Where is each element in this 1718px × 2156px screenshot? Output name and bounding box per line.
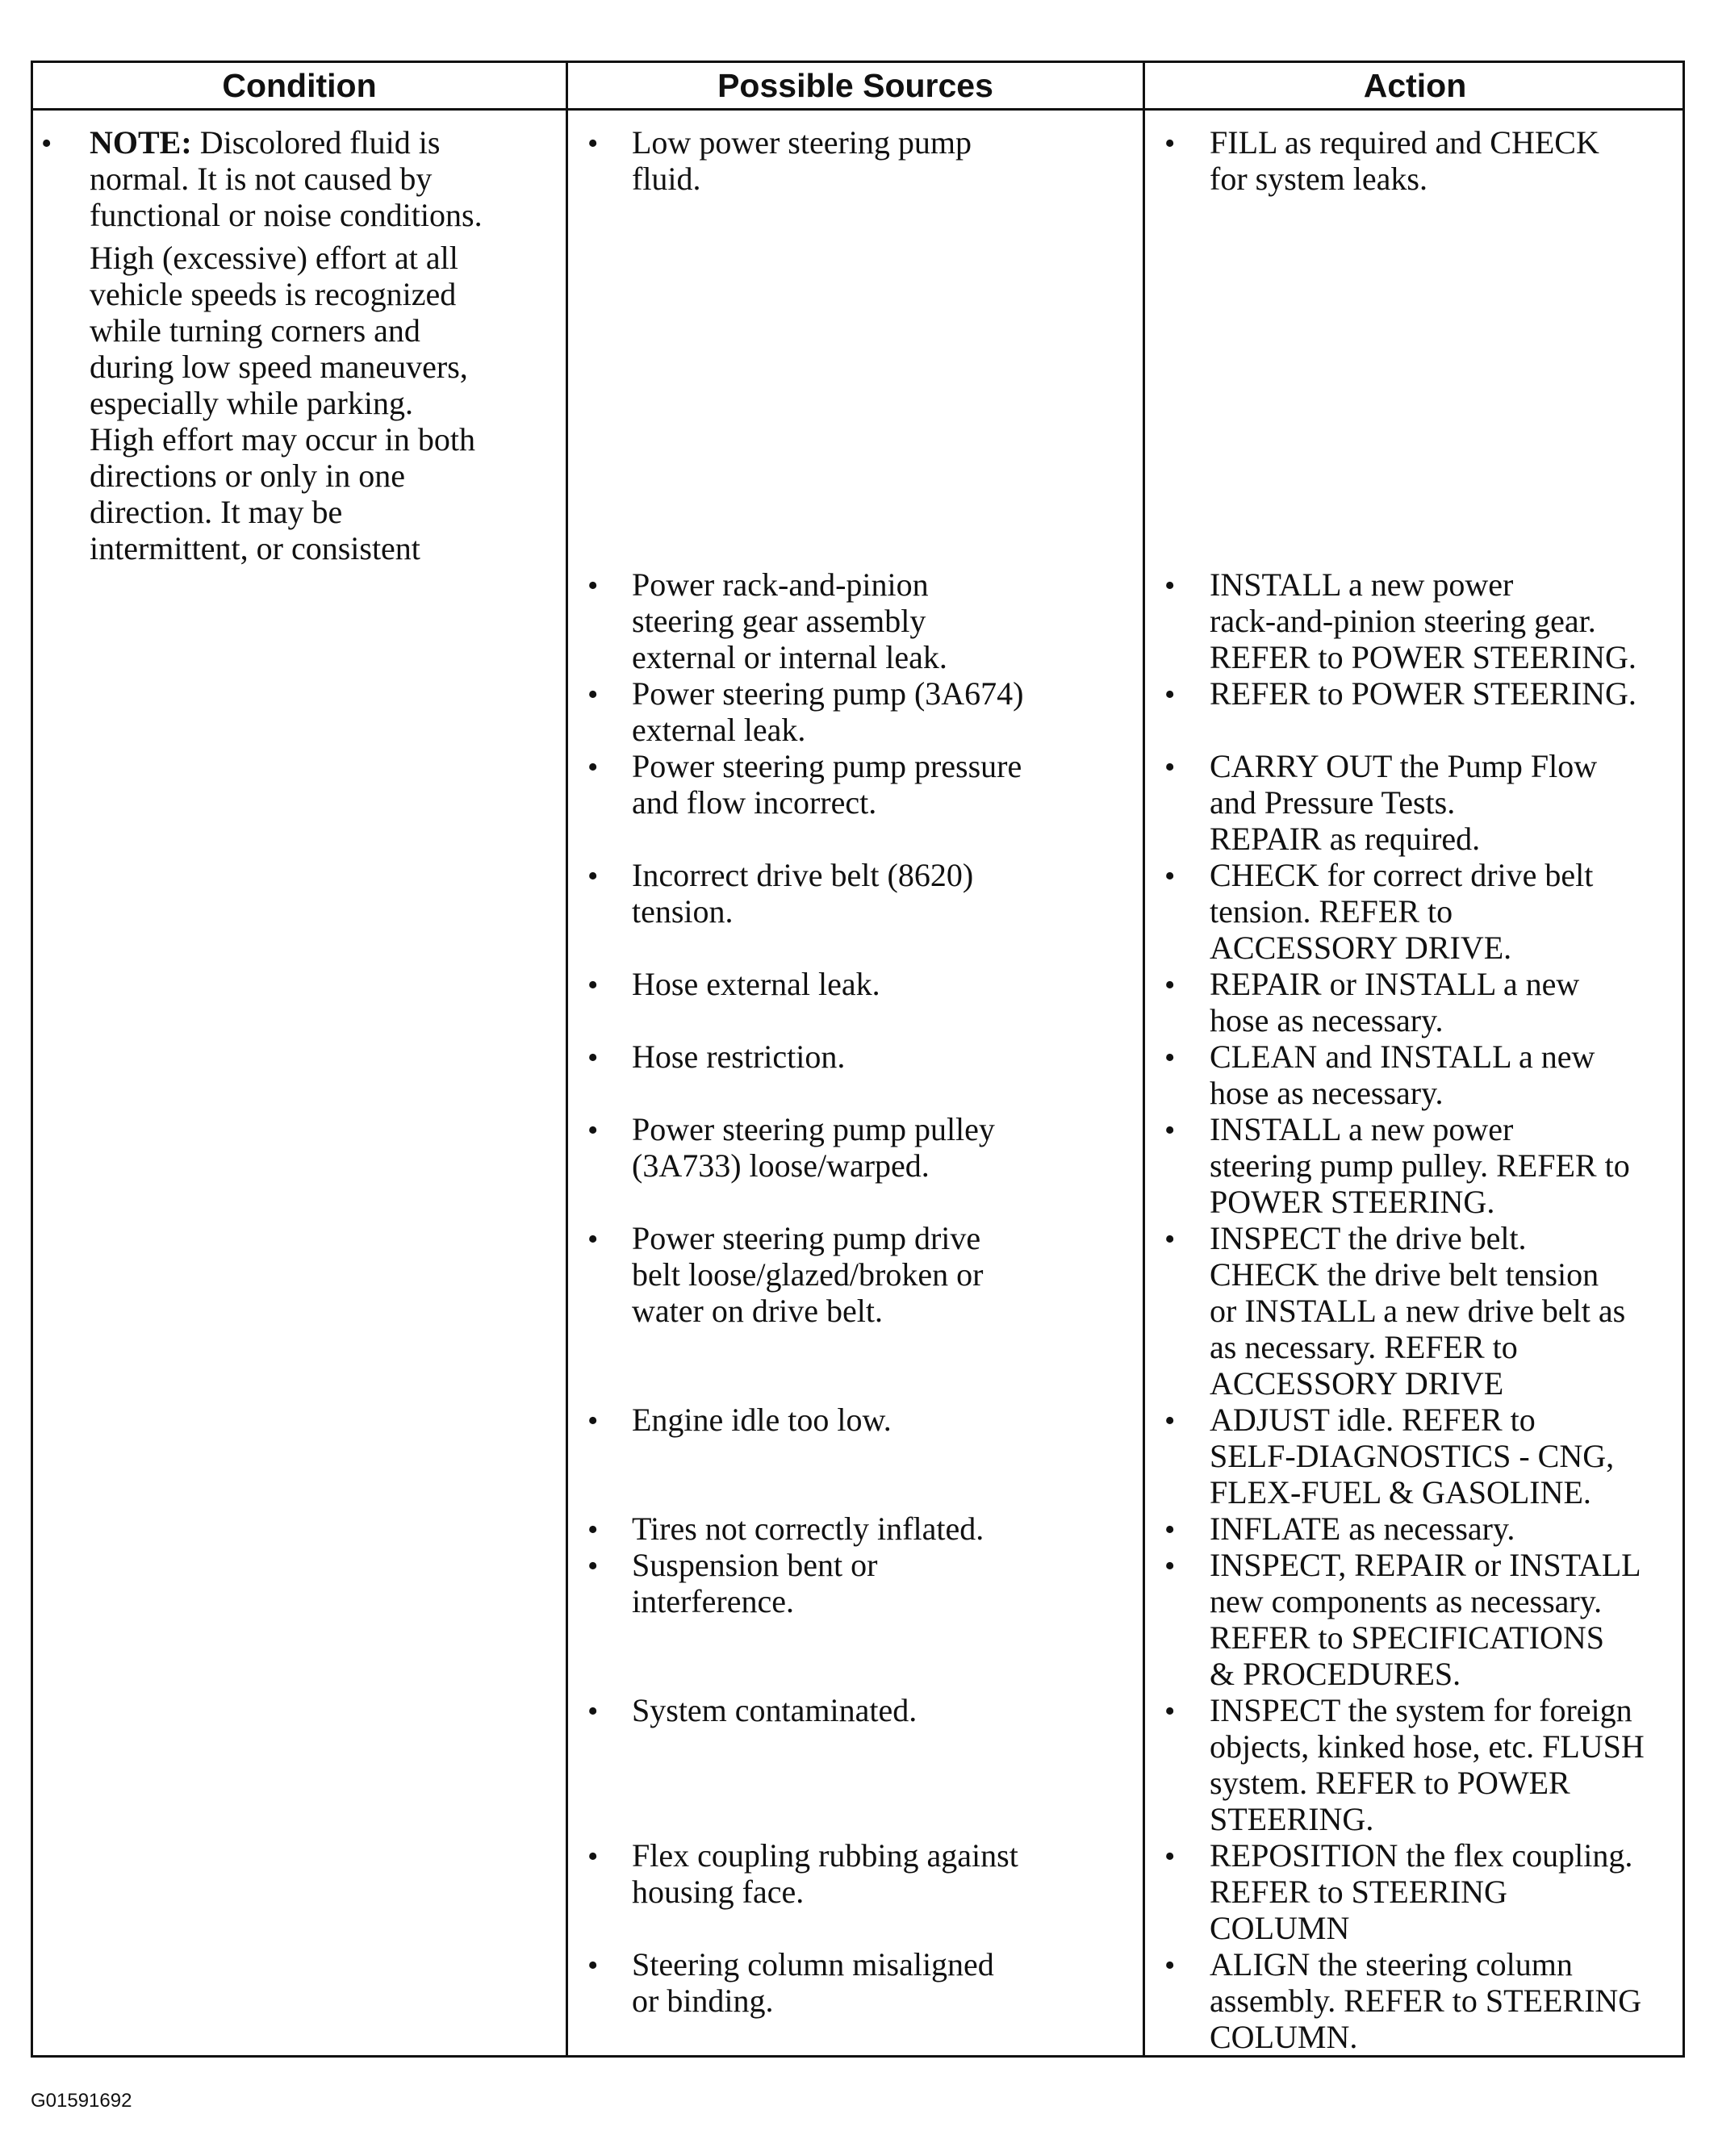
bullet-icon: • [587,1694,599,1728]
bullet-icon: • [1164,750,1176,784]
source-cell: Hose external leak. [632,966,880,1002]
action-cell: CHECK for correct drive belt tension. REFER to ACCESSORY DRIVE. [1210,857,1594,966]
source-cell: Hose restriction. [632,1038,846,1075]
bullet-icon: • [1164,1513,1176,1547]
source-cell: Power steering pump drive belt loose/glazed/broken or water on drive belt. [632,1220,984,1329]
bullet-icon: • [1164,1041,1176,1075]
bullet-icon: • [1164,569,1176,603]
header-divider [33,108,1682,111]
action-cell: INSPECT the drive belt. CHECK the drive belt tension or INSTALL a new drive belt as as necessary. REFER to ACCESSORY DRIVE [1210,1220,1626,1402]
bullet-icon: • [587,750,599,784]
bullet-icon: • [1164,968,1176,1002]
bullet-icon: • [41,127,52,161]
action-cell: ALIGN the steering column assembly. REFER to STEERING COLUMN. [1210,1946,1642,2055]
source-cell: Power steering pump pressure and flow incorrect. [632,748,1022,821]
bullet-icon: • [1164,1840,1176,1874]
action-cell: INSPECT the system for foreign objects, kinked hose, etc. FLUSH system. REFER to POWER STEERING. [1210,1692,1645,1837]
bullet-icon: • [587,859,599,893]
bullet-icon: • [1164,1694,1176,1728]
source-cell: Steering column misaligned or binding. [632,1946,994,2019]
bullet-icon: • [1164,127,1176,161]
action-cell: INSTALL a new power steering pump pulley. REFER to POWER STEERING. [1210,1111,1630,1220]
source-cell: System contaminated. [632,1692,918,1728]
column-divider [1143,63,1145,2055]
bullet-icon: • [587,1513,599,1547]
bullet-icon: • [1164,1549,1176,1583]
bullet-icon: • [587,968,599,1002]
bullet-icon: • [587,678,599,712]
bullet-icon: • [587,1404,599,1438]
source-cell: Tires not correctly inflated. [632,1510,984,1547]
bullet-icon: • [1164,678,1176,712]
action-cell: INSTALL a new power rack-and-pinion steering gear. REFER to POWER STEERING. [1210,566,1636,675]
header-possible-sources: Possible Sources [717,66,993,104]
source-cell: Low power steering pump fluid. [632,124,972,197]
note-label: NOTE: [90,124,192,161]
figure-id: G01591692 [31,2090,132,2112]
action-cell: REFER to POWER STEERING. [1210,675,1636,712]
action-cell: INFLATE as necessary. [1210,1510,1515,1547]
condition-note [90,124,562,233]
bullet-icon: • [587,1549,599,1583]
action-cell: REPOSITION the flex coupling. REFER to STEERING COLUMN [1210,1837,1633,1946]
source-cell: Flex coupling rubbing against housing face. [632,1837,1018,1910]
diagnosis-table [31,61,1685,2058]
condition-description: High (excessive) effort at all vehicle speeds is recognized while turning corners and during low speed maneuvers, especially while parking. High effort may occur in both directions or only in one direction. It may be intermittent, or consistent [90,240,476,566]
source-cell: Suspension bent or interference. [632,1547,878,1619]
bullet-icon: • [587,1114,599,1147]
action-cell: CLEAN and INSTALL a new hose as necessary. [1210,1038,1595,1111]
action-cell: FILL as required and CHECK for system leaks. [1210,124,1599,197]
bullet-icon: • [587,1840,599,1874]
source-cell: Engine idle too low. [632,1402,892,1438]
bullet-icon: • [587,1041,599,1075]
action-cell: CARRY OUT the Pump Flow and Pressure Tests. REPAIR as required. [1210,748,1598,857]
note-text: Discolored fluid is normal. It is not caused by functional or noise conditions. [90,124,483,233]
source-cell: Power steering pump (3A674) external leak. [632,675,1024,748]
header-action: Action [1363,66,1467,104]
bullet-icon: • [587,127,599,161]
bullet-icon: • [587,1949,599,1983]
bullet-icon: • [1164,1404,1176,1438]
source-cell: Power rack-and-pinion steering gear assembly external or internal leak. [632,566,947,675]
bullet-icon: • [1164,1222,1176,1256]
bullet-icon: • [587,1222,599,1256]
bullet-icon: • [587,569,599,603]
bullet-icon: • [1164,1949,1176,1983]
source-cell: Incorrect drive belt (8620) tension. [632,857,974,930]
bullet-icon: • [1164,1114,1176,1147]
header-condition: Condition [222,66,377,104]
action-cell: ADJUST idle. REFER to SELF-DIAGNOSTICS - CNG, FLEX-FUEL & GASOLINE. [1210,1402,1615,1510]
column-divider [566,63,568,2055]
action-cell: INSPECT, REPAIR or INSTALL new components as necessary. REFER to SPECIFICATIONS & PROCEDURES. [1210,1547,1641,1692]
bullet-icon: • [1164,859,1176,893]
action-cell: REPAIR or INSTALL a new hose as necessary. [1210,966,1580,1038]
source-cell: Power steering pump pulley (3A733) loose/warped. [632,1111,995,1184]
